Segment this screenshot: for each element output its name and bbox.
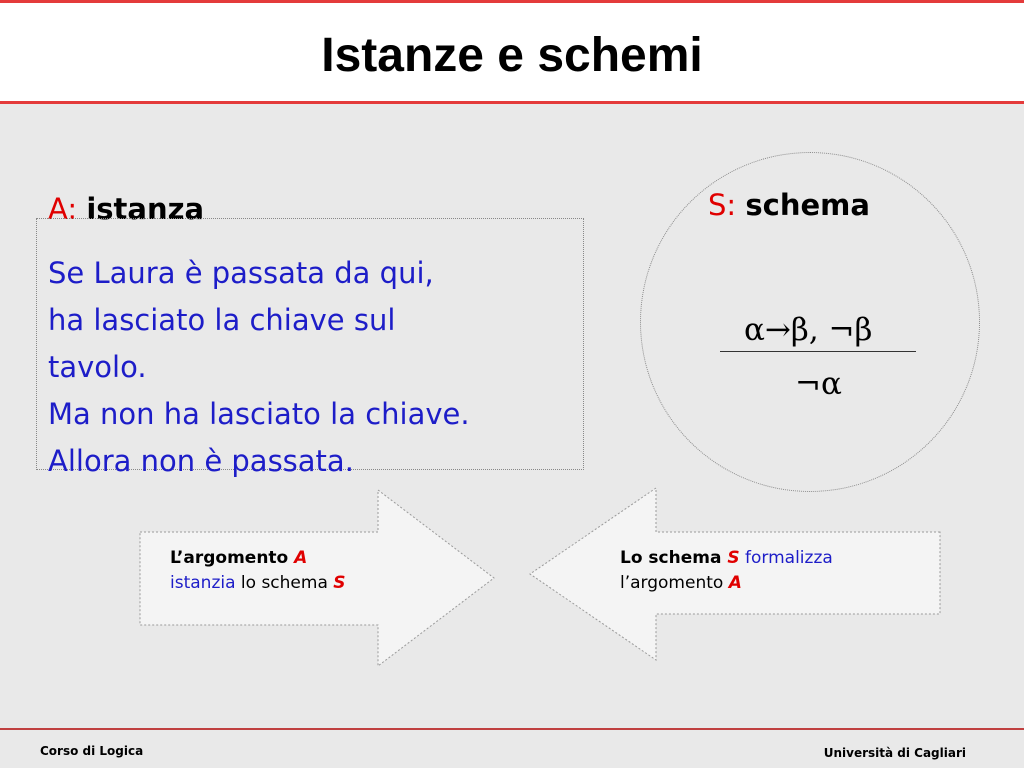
instance-line: ha lasciato la chiave sul xyxy=(48,303,396,337)
arrow-left-line-1: L’argomento A xyxy=(170,548,308,568)
instance-letter: A: xyxy=(48,192,78,226)
instance-line: Ma non ha lasciato la chiave. xyxy=(48,397,470,431)
slide-title: Istanze e schemi xyxy=(321,29,703,82)
arrow-left-line-2: istanzia lo schema S xyxy=(170,573,346,593)
instance-line: Allora non è passata. xyxy=(48,444,354,478)
instance-line: Se Laura è passata da qui, xyxy=(48,256,434,290)
instance-line: tavolo. xyxy=(48,350,147,384)
arrow-right-label xyxy=(620,546,833,596)
schema-letter: S: xyxy=(708,188,737,222)
footer-university: Università di Cagliari xyxy=(823,746,966,760)
schema-premise: α→β, ¬β xyxy=(744,312,873,348)
instance-word: istanza xyxy=(86,192,205,226)
arrow-right-line-1: Lo schema S formalizza xyxy=(620,548,833,568)
arrow-right-line-2: l’argomento A xyxy=(620,573,742,593)
schema-word: schema xyxy=(745,188,870,222)
footer-course: Corso di Logica xyxy=(40,744,144,758)
arrow-left-label xyxy=(170,546,346,596)
footer-divider xyxy=(0,728,1024,730)
schema-conclusion: ¬α xyxy=(795,366,842,402)
